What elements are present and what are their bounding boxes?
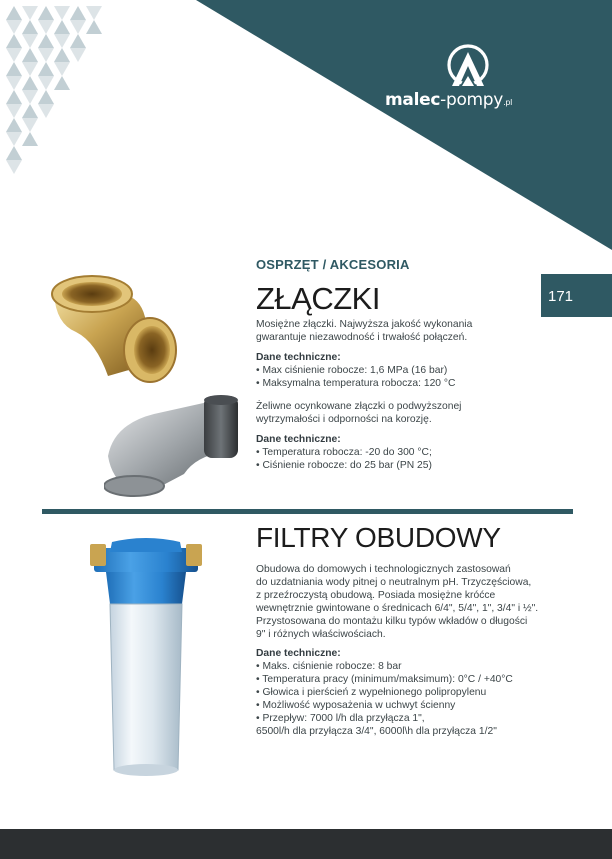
- pattern-triangle: [22, 6, 38, 20]
- pattern-triangle: [22, 76, 38, 90]
- pattern-triangle: [6, 90, 22, 104]
- pattern-triangle: [22, 104, 38, 118]
- brand-logo[interactable]: [380, 42, 580, 114]
- pattern-triangle: [22, 48, 38, 62]
- pattern-triangle: [54, 62, 70, 76]
- brand-wordmark: malec-pompy.pl: [385, 90, 513, 110]
- section1-intro: Mosiężne złączki. Najwyższa jakość wykonania gwarantuje niezawodność i trwałość połączeń.: [256, 319, 473, 343]
- pattern-triangle: [86, 20, 102, 34]
- section-title-zlaczki: ZŁĄCZKI: [256, 281, 380, 316]
- footer-bar: [0, 829, 612, 859]
- pattern-triangle: [70, 6, 86, 20]
- section2-intro: Obudowa do domowych i technologicznych zastosowań do uzdatniania wody pitnej o neutralnym pH. Trzyczęściowa, z przeźroczystą obudową. Posiada mosiężne króćce wewnętrznie gwintowane o średnicach 6/4", 5/4", 1", 3/4" i ½". Przystosowana do montażu kilku typów wkładów o długości 9" i różnych właściwościach.: [256, 564, 539, 640]
- pattern-triangle: [22, 34, 38, 48]
- section1-intro-galvanized: Żeliwne ocynkowane złączki o podwyższonej wytrzymałości i odporności na korozję.: [256, 401, 462, 425]
- pattern-triangle: [6, 48, 22, 62]
- pattern-triangle: [38, 90, 54, 104]
- pattern-triangle: [38, 104, 54, 118]
- pattern-triangle: [6, 6, 22, 20]
- pattern-triangle: [86, 6, 102, 20]
- page-number: 171: [541, 274, 612, 317]
- pattern-triangle: [38, 20, 54, 34]
- pattern-triangle: [70, 20, 86, 34]
- mountain-logo-icon: [446, 42, 490, 88]
- pattern-triangle: [6, 104, 22, 118]
- section-divider: [42, 509, 573, 514]
- pattern-triangle: [54, 20, 70, 34]
- pattern-triangle: [38, 48, 54, 62]
- pattern-triangle: [22, 90, 38, 104]
- section1-specs-brass: Dane techniczne: • Max ciśnienie robocze: 1,6 MPa (16 bar) • Maksymalna temperatura robocza: 120 °C: [256, 352, 456, 389]
- pattern-triangle: [6, 76, 22, 90]
- section-title-filtry-obudowy: FILTRY OBUDOWY: [256, 522, 501, 553]
- pattern-triangle: [70, 48, 86, 62]
- pattern-triangle: [38, 6, 54, 20]
- pattern-triangle: [38, 62, 54, 76]
- pattern-triangle: [38, 34, 54, 48]
- pattern-triangle: [54, 48, 70, 62]
- pattern-triangle: [54, 34, 70, 48]
- galvanized-elbow-fitting-image: [104, 394, 252, 498]
- pattern-triangle: [22, 20, 38, 34]
- pattern-triangle: [6, 160, 22, 174]
- category-heading: OSPRZĘT / AKCESORIA: [256, 257, 410, 272]
- pattern-triangle: [54, 6, 70, 20]
- pattern-triangle: [38, 76, 54, 90]
- section1-specs-galvanized: Dane techniczne: • Temperatura robocza: -20 do 300 °C; • Ciśnienie robocze: do 25 bar (PN 25): [256, 434, 432, 471]
- pattern-triangle: [22, 132, 38, 146]
- section2-specs: Dane techniczne: • Maks. ciśnienie robocze: 8 bar • Temperatura pracy (minimum/maksimum): 0°C / +40°C • Głowica i pierścień z wypełnionego polipropylenu • Możliwość wyposażenia w uchwyt ścienny • Przepływ: 7000 l/h dla przyłącza 1", 6500l/h dla przyłącza 3/4", 6000l\h dla przyłącza 1/2": [256, 648, 513, 737]
- triangle-pattern-icon: [6, 6, 114, 176]
- pattern-triangle: [6, 118, 22, 132]
- pattern-triangle: [70, 34, 86, 48]
- pattern-triangle: [6, 20, 22, 34]
- pattern-triangle: [6, 132, 22, 146]
- pattern-triangle: [22, 62, 38, 76]
- pattern-triangle: [6, 34, 22, 48]
- filter-housing-image: [90, 534, 202, 782]
- pattern-triangle: [54, 76, 70, 90]
- brass-elbow-fitting-image: [46, 272, 180, 402]
- pattern-triangle: [6, 146, 22, 160]
- pattern-triangle: [6, 62, 22, 76]
- pattern-triangle: [22, 118, 38, 132]
